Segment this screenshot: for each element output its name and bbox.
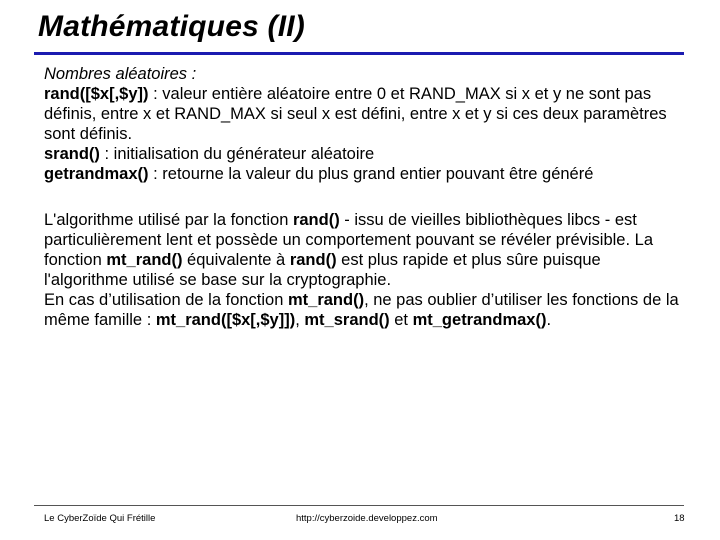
function-name: getrandmax() — [44, 165, 149, 183]
description-text: : valeur entière aléatoire entre 0 et RAND_MAX si x et y ne sont pas définis, entre x et RAND_MAX si seul x est défini, entre x et y si ces deux paramètres sont définis. — [44, 85, 667, 143]
text-run: L'algorithme utilisé par la fonction — [44, 211, 293, 229]
slide-body — [44, 64, 689, 330]
function-name: rand([$x[,$y]) — [44, 85, 149, 103]
rand-description — [44, 84, 689, 144]
text-run: En cas d’utilisation de la fonction — [44, 291, 288, 309]
section-heading: Nombres aléatoires : — [44, 65, 197, 83]
text-run: , — [295, 311, 305, 329]
text-run: équivalente à — [182, 251, 290, 269]
footer-author: Le CyberZoïde Qui Frétille — [44, 513, 156, 524]
function-name: mt_rand() — [287, 291, 365, 309]
paragraph-gap — [44, 184, 689, 210]
function-name: mt_rand([$x[,$y]]) — [155, 311, 296, 329]
title-divider — [34, 52, 684, 55]
function-name: srand() — [44, 145, 100, 163]
srand-description — [44, 144, 689, 164]
slide-title: Mathématiques (II) — [38, 10, 305, 43]
page-number: 18 — [674, 513, 685, 524]
function-name: mt_rand() — [106, 251, 183, 269]
text-run: , ne pas oublier d’utiliser les fonctions de la même famille : — [44, 291, 679, 329]
text-run: - issu de vieilles bibliothèques libcs - est particulièrement lent et possède un comportement pouvant se révéler prévisible. La fonction — [44, 211, 654, 269]
function-name: mt_getrandmax() — [412, 311, 547, 329]
algorithm-paragraph — [44, 210, 689, 290]
text-run: et — [389, 311, 413, 329]
text-run: . — [546, 311, 552, 329]
function-name: mt_srand() — [304, 311, 390, 329]
text-run: est plus rapide et plus sûre puisque l'algorithme utilisé se base sur la cryptographie. — [44, 251, 601, 289]
footer-url: http://cyberzoide.developpez.com — [296, 513, 438, 524]
mt-family-paragraph — [44, 290, 689, 330]
description-text: : retourne la valeur du plus grand entier pouvant être généré — [148, 165, 594, 183]
description-text: : initialisation du générateur aléatoire — [99, 145, 375, 163]
function-name: rand() — [289, 251, 337, 269]
footer-divider — [34, 505, 684, 506]
getrandmax-description — [44, 164, 689, 184]
function-name: rand() — [292, 211, 340, 229]
